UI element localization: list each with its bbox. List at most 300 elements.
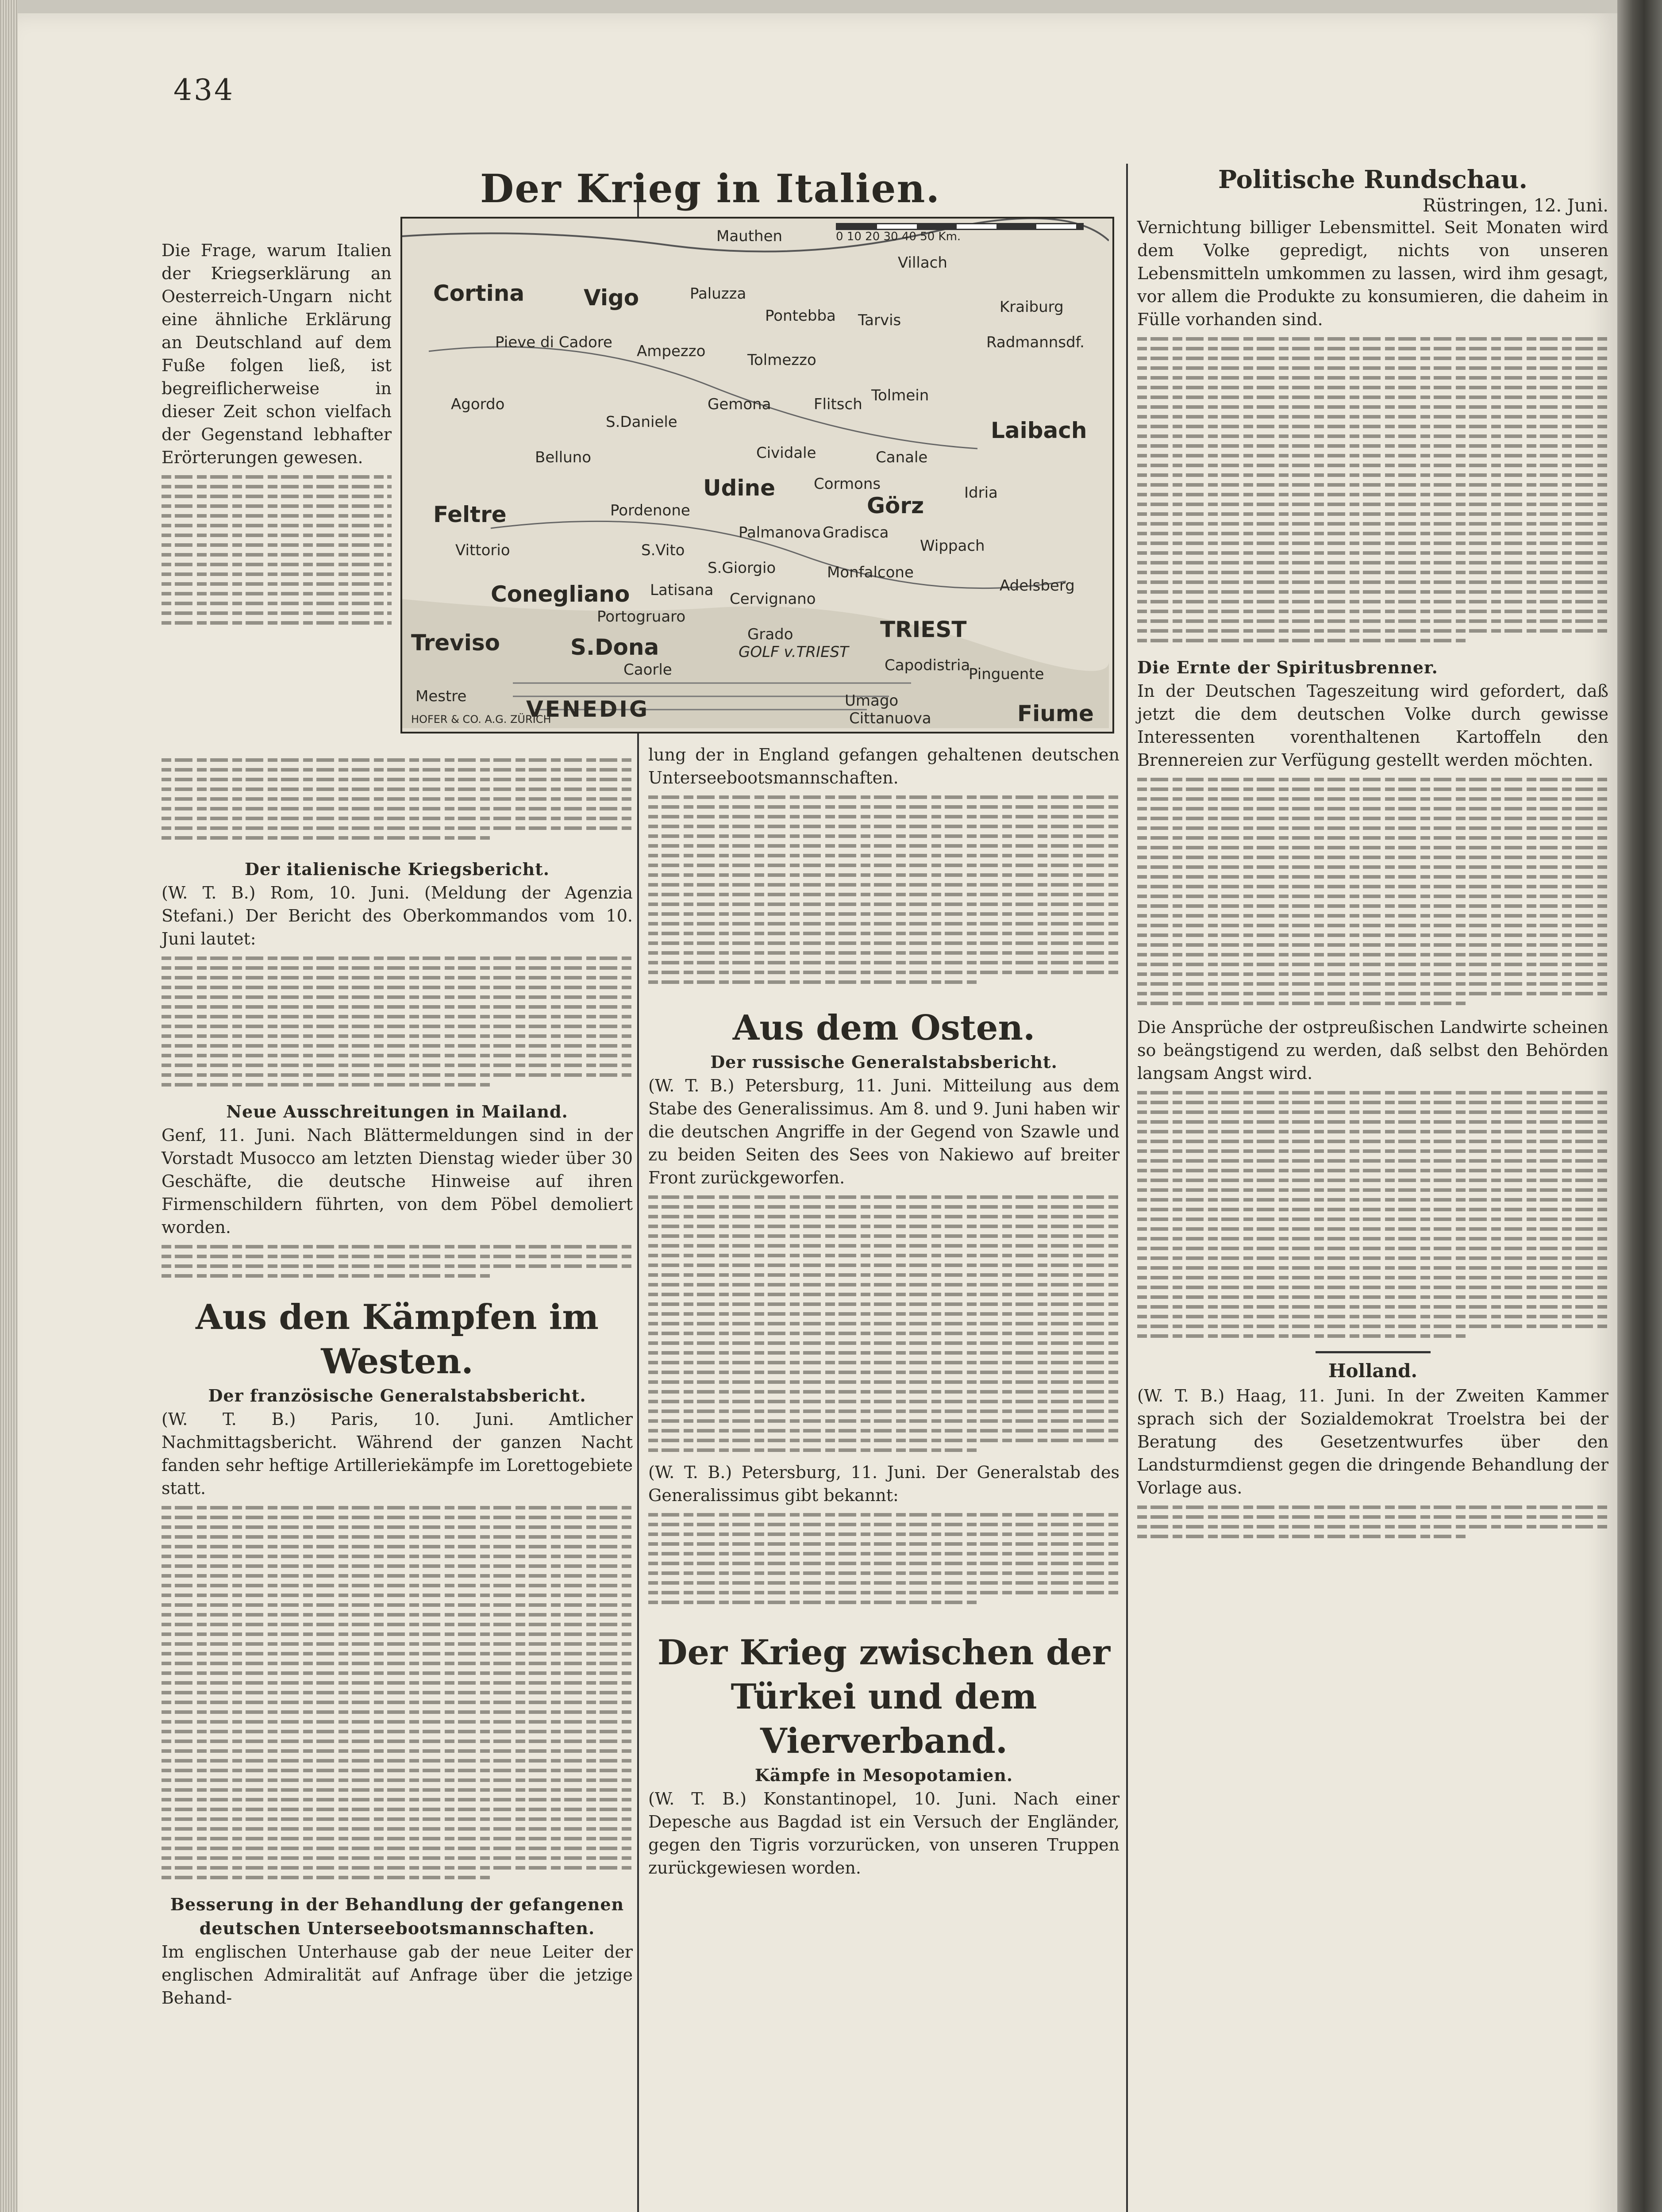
text-line	[162, 1769, 633, 1772]
map-label: Gradisca	[823, 524, 889, 541]
text-line	[162, 1876, 492, 1879]
text-line	[1137, 1525, 1608, 1528]
map-label: Monfalcone	[827, 564, 914, 581]
text-line	[648, 902, 1120, 906]
text-line	[1137, 376, 1608, 380]
text-line	[1137, 953, 1608, 956]
text-line	[648, 1571, 1120, 1575]
map-credit: HOFER & CO. A.G. ZÜRICH	[411, 713, 551, 726]
left-column-body	[162, 752, 633, 2009]
text-line	[1137, 561, 1608, 565]
text-line	[1137, 532, 1608, 535]
text-line	[1137, 454, 1608, 457]
text-line	[648, 1419, 1120, 1423]
politics-heading: Politische Rundschau.	[1218, 165, 1528, 194]
text-line	[1137, 357, 1608, 360]
text-line	[1137, 856, 1608, 859]
text-line	[648, 1542, 1120, 1546]
text-block	[648, 1513, 1120, 1604]
text-line	[1137, 875, 1608, 879]
text-line	[162, 768, 633, 772]
map-label: Canale	[876, 449, 928, 466]
text-line	[162, 1574, 633, 1578]
spirit-heading: Die Ernte der Spiritusbrenner.	[1137, 657, 1438, 677]
prisoners-heading: Besserung in der Behandlung der gefangenen deutschen Unterseebootsmannschaften.	[170, 1894, 624, 1938]
text-line	[1137, 580, 1608, 584]
text-line	[1137, 1130, 1608, 1133]
text-line	[1137, 405, 1608, 409]
middle-column	[648, 743, 1120, 1879]
text-block	[162, 1245, 633, 1278]
map-label: S.Daniele	[606, 413, 677, 431]
map-label: Adelsberg	[1000, 577, 1075, 595]
text-line	[162, 1808, 633, 1811]
text-line	[162, 1798, 633, 1801]
text-line	[648, 1244, 1120, 1248]
text-line	[162, 1623, 633, 1626]
text-line	[162, 1720, 633, 1724]
text-line	[1137, 904, 1608, 908]
text-line	[162, 1662, 633, 1665]
text-line	[648, 1195, 1120, 1199]
text-line	[1137, 1198, 1608, 1202]
text-line	[648, 1302, 1120, 1306]
text-line	[162, 1866, 633, 1870]
map-label: Vigo	[584, 285, 639, 311]
text-line	[648, 1205, 1120, 1209]
map-label: Umago	[845, 692, 899, 710]
map-label: Capodistria	[885, 657, 970, 674]
text-block	[1137, 778, 1608, 1005]
text-block	[162, 758, 633, 840]
east-heading: Aus dem Osten.	[732, 1008, 1035, 1048]
text-line	[1137, 1515, 1608, 1519]
text-line	[648, 854, 1120, 857]
map-scale	[836, 223, 1084, 250]
text-line	[648, 1351, 1120, 1355]
text-block	[162, 475, 392, 625]
text-line	[648, 1225, 1120, 1228]
milan-heading: Neue Ausschreitungen in Mailand.	[226, 1102, 568, 1121]
text-line	[162, 1710, 633, 1714]
text-line	[1137, 434, 1608, 438]
text-line	[162, 1632, 633, 1636]
text-line	[162, 956, 633, 960]
text-line	[1137, 1535, 1467, 1538]
map-label: TRIEST	[880, 617, 967, 642]
text-line	[162, 1015, 633, 1018]
text-line	[648, 844, 1120, 848]
text-line	[648, 1439, 1120, 1442]
text-line	[648, 1448, 978, 1452]
text-line	[1137, 885, 1608, 888]
west-heading: Aus den Kämpfen im Westen.	[196, 1297, 599, 1382]
text-line	[648, 864, 1120, 867]
text-line	[162, 1584, 633, 1587]
text-block	[648, 1195, 1120, 1452]
map-label: Radmannsdf.	[986, 334, 1085, 351]
text-line	[1137, 551, 1608, 555]
text-line	[1137, 473, 1608, 477]
prisoners-lead: Im englischen Unterhause gab der neue Leiter der englischen Admiralität auf Anfrage über die jetzige Behand-	[162, 1942, 633, 2008]
text-line	[162, 1856, 633, 1860]
map-label: Grado	[747, 626, 793, 643]
text-line	[162, 1083, 492, 1087]
text-line	[648, 1400, 1120, 1403]
map-label: Cividale	[756, 444, 816, 462]
middle-cont-lead: lung der in England gefangen gehaltenen deutschen Unterseebootsmannschaften.	[648, 745, 1120, 787]
text-line	[162, 1691, 633, 1694]
text-line	[1137, 1276, 1608, 1279]
text-line	[162, 1652, 633, 1655]
map-label: Cervignano	[730, 590, 816, 608]
text-line	[162, 976, 633, 979]
text-line	[1137, 639, 1467, 642]
text-line	[648, 1562, 1120, 1565]
text-line	[648, 1312, 1120, 1316]
text-line	[648, 961, 1120, 964]
map-label: Kraiburg	[1000, 298, 1064, 316]
map-label: Vittorio	[455, 541, 510, 559]
text-line	[162, 1613, 633, 1617]
text-line	[162, 1245, 633, 1248]
text-line	[1137, 1315, 1608, 1318]
text-line	[1137, 924, 1608, 927]
text-line	[162, 836, 492, 840]
text-line	[162, 787, 633, 791]
text-line	[162, 1642, 633, 1646]
text-line	[162, 621, 392, 625]
map-label: Caorle	[623, 661, 672, 679]
text-line	[1137, 1169, 1608, 1172]
text-line	[1137, 483, 1608, 487]
text-line	[648, 1341, 1120, 1345]
text-line	[1137, 1247, 1608, 1250]
text-line	[162, 1740, 633, 1743]
map-label: Tolmezzo	[747, 351, 816, 369]
text-line	[1137, 1110, 1608, 1114]
text-block	[648, 795, 1120, 984]
holland-heading: Holland.	[1328, 1360, 1418, 1382]
text-line	[1137, 943, 1608, 947]
text-line	[1137, 522, 1608, 526]
text-line	[1137, 846, 1608, 849]
text-line	[1137, 444, 1608, 448]
text-line	[1137, 337, 1608, 341]
text-line	[648, 1254, 1120, 1257]
text-line	[1137, 541, 1608, 545]
map-label: Idria	[964, 484, 998, 502]
text-line	[162, 1759, 633, 1763]
text-line	[1137, 972, 1608, 976]
text-line	[1137, 778, 1608, 781]
italy-front-map	[400, 217, 1114, 733]
map-label: Treviso	[411, 630, 500, 656]
text-line	[162, 1274, 492, 1278]
map-label: Udine	[703, 475, 776, 501]
map-label: S.Dona	[570, 634, 659, 660]
map-label: Feltre	[433, 502, 507, 527]
text-line	[1137, 1188, 1608, 1192]
text-block	[1137, 1505, 1608, 1538]
text-line	[162, 966, 633, 970]
text-line	[162, 1594, 633, 1597]
text-line	[1137, 600, 1608, 603]
map-label: S.Vito	[641, 541, 685, 559]
text-line	[162, 778, 633, 781]
text-line	[1137, 503, 1608, 506]
map-label: Gemona	[708, 396, 771, 413]
text-line	[1137, 1159, 1608, 1163]
map-label: Wippach	[920, 537, 985, 555]
text-line	[648, 932, 1120, 935]
text-line	[1137, 836, 1608, 840]
text-line	[162, 1817, 633, 1821]
map-label: Tarvis	[858, 311, 901, 329]
map-label: Laibach	[991, 418, 1087, 443]
text-line	[1137, 1140, 1608, 1143]
map-label: Cormons	[814, 475, 881, 493]
book-spine	[1617, 0, 1662, 2212]
text-line	[648, 834, 1120, 838]
text-line	[162, 1671, 633, 1675]
text-line	[648, 951, 1120, 955]
map-label: Flitsch	[814, 396, 862, 413]
map-label: Fiume	[1017, 701, 1094, 726]
turkey-subheading: Kämpfe in Mesopotamien.	[754, 1765, 1013, 1785]
text-line	[162, 485, 392, 488]
text-line	[162, 1044, 633, 1048]
left-column-intro	[162, 239, 392, 631]
left-story-header	[400, 164, 1111, 213]
text-line	[162, 1545, 633, 1548]
text-line	[648, 1215, 1120, 1218]
text-line	[162, 1555, 633, 1558]
text-line	[648, 1601, 978, 1604]
holland-rule	[1316, 1351, 1431, 1353]
west-subheading: Der französische Generalstabsbericht.	[208, 1386, 586, 1406]
right-column	[1137, 164, 1608, 1544]
text-line	[162, 1516, 633, 1519]
text-line	[648, 1273, 1120, 1277]
text-line	[1137, 1179, 1608, 1182]
text-line	[162, 995, 633, 999]
east-subheading: Der russische Generalstabsbericht.	[710, 1052, 1058, 1072]
turkey-heading: Der Krieg zwischen der Türkei und dem Vierverband.	[657, 1632, 1111, 1761]
text-line	[648, 922, 1120, 926]
text-line	[1137, 619, 1608, 623]
text-line	[162, 1701, 633, 1704]
column-divider-right	[1126, 164, 1128, 2212]
map-label: Mestre	[416, 687, 467, 705]
text-line	[162, 543, 392, 547]
text-line	[1137, 797, 1608, 801]
page-stack-edge	[0, 0, 18, 2212]
text-block	[162, 956, 633, 1087]
text-line	[1137, 1217, 1608, 1221]
turkey-lead: (W. T. B.) Konstantinopel, 10. Juni. Nach einer Depesche aus Bagdad ist ein Versuch der Engländer, gegen den Tigris vorzurücken, von unseren Truppen zurückgewiesen worden.	[648, 1789, 1120, 1878]
scale-label: 0 10 20 30 40 50 Km.	[836, 230, 961, 243]
text-line	[162, 1064, 633, 1067]
text-line	[648, 883, 1120, 887]
text-line	[1137, 1149, 1608, 1153]
text-line	[1137, 1208, 1608, 1211]
text-line	[162, 1255, 633, 1258]
text-line	[1137, 963, 1608, 966]
west-lead: (W. T. B.) Paris, 10. Juni. Amtlicher Nachmittagsbericht. Während der ganzen Nacht fanden sehr heftige Artilleriekämpfe im Lorettogebiete statt.	[162, 1409, 633, 1498]
text-line	[162, 504, 392, 508]
text-line	[162, 1525, 633, 1529]
text-line	[1137, 493, 1608, 496]
text-line	[162, 1054, 633, 1057]
text-line	[648, 912, 1120, 916]
text-line	[162, 1837, 633, 1840]
text-line	[1137, 826, 1608, 830]
text-line	[1137, 571, 1608, 574]
text-line	[162, 1005, 633, 1009]
text-line	[1137, 1305, 1608, 1309]
text-line	[648, 1552, 1120, 1555]
text-line	[1137, 1286, 1608, 1289]
map-label: S.Giorgio	[708, 559, 776, 577]
text-line	[162, 1730, 633, 1733]
page-number: 434	[173, 73, 235, 107]
text-line	[1137, 629, 1608, 633]
text-line	[162, 1073, 633, 1077]
text-line	[1137, 865, 1608, 869]
map-label: Tolmein	[871, 387, 929, 404]
text-line	[1137, 933, 1608, 937]
map-label: GOLF v.TRIEST	[739, 643, 849, 661]
text-line	[1137, 396, 1608, 399]
text-line	[648, 1380, 1120, 1384]
text-line	[1137, 464, 1608, 467]
text-line	[648, 980, 978, 984]
text-line	[162, 495, 392, 498]
text-line	[162, 797, 633, 801]
left-story-title: Der Krieg in Italien.	[480, 165, 941, 211]
holland-lead: (W. T. B.) Haag, 11. Juni. In der Zweiten Kammer sprach sich der Sozialdemokrat Troelstra bei der Beratung des Gesetzentwurfes über den Landsturmdienst gegen die dringende Behandlung der Vorlage aus.	[1137, 1386, 1608, 1498]
text-line	[162, 1535, 633, 1539]
italian-report-heading: Der italienische Kriegsbericht.	[244, 859, 550, 879]
spirit-lead: In der Deutschen Tageszeitung wird gefordert, daß jetzt die dem deutschen Volke durch gewisse Interessenten vorenthaltenen Kartoffeln den Brennereien zur Verfügung gestellt werden möchten.	[1137, 681, 1608, 770]
text-line	[1137, 1120, 1608, 1124]
text-line	[648, 1322, 1120, 1325]
text-block	[1137, 1091, 1608, 1338]
text-line	[162, 553, 392, 557]
text-line	[1137, 1237, 1608, 1240]
text-line	[648, 1283, 1120, 1286]
map-label: Portogruaro	[597, 608, 686, 626]
text-line	[162, 514, 392, 518]
text-line	[1137, 1256, 1608, 1260]
text-line	[648, 1409, 1120, 1413]
map-label: Belluno	[535, 449, 592, 466]
text-line	[648, 893, 1120, 896]
text-line	[162, 1564, 633, 1568]
map-label: Paluzza	[690, 285, 746, 303]
map-label: Cortina	[433, 280, 525, 306]
map-label: Agordo	[451, 396, 505, 413]
text-line	[1137, 347, 1608, 350]
text-line	[1137, 914, 1608, 918]
map-label: Conegliano	[491, 581, 630, 607]
map-label: Villach	[898, 254, 947, 272]
map-label: Pieve di Cadore	[495, 334, 612, 351]
milan-lead: Genf, 11. Juni. Nach Blättermeldungen sind in der Vorstadt Musocco am letzten Dienstag wieder über 30 Geschäfte, die deutsche Hinweise auf ihren Firmenschildern führten, von dem Pöbel demoliert worden.	[162, 1125, 633, 1237]
scale-bar	[836, 223, 1084, 230]
text-line	[648, 873, 1120, 877]
text-line	[648, 1591, 1120, 1594]
text-line	[162, 1847, 633, 1850]
text-line	[162, 611, 392, 615]
text-line	[1137, 366, 1608, 370]
text-line	[162, 1264, 633, 1268]
text-line	[1137, 1505, 1608, 1509]
text-line	[162, 582, 392, 586]
text-line	[162, 572, 392, 576]
text-line	[162, 758, 633, 762]
text-line	[1137, 982, 1608, 986]
text-line	[162, 807, 633, 810]
map-label: Palmanova	[739, 524, 821, 541]
text-line	[648, 1361, 1120, 1364]
text-line	[1137, 1101, 1608, 1104]
text-line	[648, 1234, 1120, 1238]
map-label: Latisana	[650, 581, 714, 599]
text-line	[648, 1263, 1120, 1267]
text-line	[1137, 1266, 1608, 1270]
map-label: Görz	[867, 493, 924, 518]
text-line	[1137, 817, 1608, 820]
text-line	[648, 1332, 1120, 1335]
text-line	[1137, 807, 1608, 810]
text-line	[648, 941, 1120, 945]
text-line	[648, 815, 1120, 818]
text-line	[162, 1788, 633, 1792]
text-line	[162, 524, 392, 527]
text-line	[1137, 1091, 1608, 1094]
prussia-lead: Die Ansprüche der ostpreußischen Landwirte scheinen so beängstigend zu werden, daß selbst den Behörden langsam Angst wird.	[1137, 1018, 1608, 1083]
map-label: VENEDIG	[526, 696, 649, 722]
text-line	[1137, 386, 1608, 389]
text-line	[1137, 1295, 1608, 1299]
text-line	[162, 1025, 633, 1028]
map-label: Pinguente	[969, 665, 1044, 683]
text-line	[162, 1827, 633, 1831]
text-line	[1137, 610, 1608, 613]
text-line	[162, 1034, 633, 1038]
text-line	[648, 1371, 1120, 1374]
text-line	[162, 1749, 633, 1753]
text-line	[162, 534, 392, 537]
text-line	[648, 805, 1120, 809]
text-line	[162, 592, 392, 595]
text-block	[1137, 337, 1608, 642]
text-line	[648, 795, 1120, 799]
text-line	[162, 1506, 633, 1509]
map-label: Pontebba	[765, 307, 836, 325]
text-line	[1137, 512, 1608, 516]
text-block	[162, 1506, 633, 1879]
sea-area	[402, 599, 1109, 728]
map-label: Cittanuova	[849, 710, 931, 727]
text-line	[162, 986, 633, 989]
text-line	[162, 1681, 633, 1685]
text-line	[648, 1390, 1120, 1394]
map-label: Mauthen	[716, 227, 783, 245]
intro-paragraph: Die Frage, warum Italien der Kriegserklärung an Oesterreich-Ungarn nicht eine ähnliche Erklärung an Deutschland auf dem Fuße folgen ließ, ist begreiflicherweise in dieser Zeit schon vielfach der Gegenstand lebhafter Erörterungen gewesen.	[162, 241, 392, 467]
